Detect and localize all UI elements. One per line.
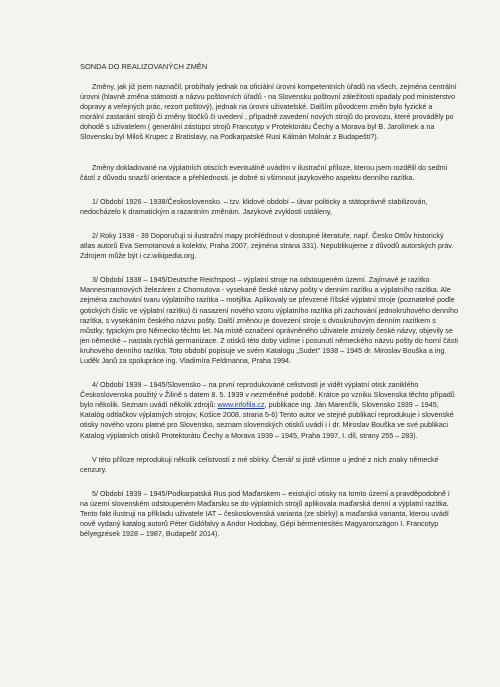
document-title: SONDA DO REALIZOVANÝCH ZMĚN [80, 62, 208, 71]
paragraph-intro: Změny, jak již jsem naznačil, probíhaly jednak na oficiální úrovni kompetentních úřadů na všech, zejména centrální úrovni (hlavně změna státnosti a názvu poštovních úřadů - na Slovensku poštovní záležitosti spadaly pod ministerstvo dopravy a veřejných prác, rezort poštový), jednak na úrovni uživatelské. Dalším původcem změn bylo fyzické a morální zastarání strojů či změny štočků či uvedení , případně zavedení nových strojů do provozu, které prováděly po dohodě s uživatelem ( generální zástupci strojů Francotyp v Protektorátu Čechy a Morava byl B. Jarolímek a na Slovensku byl Miloš Krupec z Bratislavy, na Podkarpatské Rusi Kálmán Molnár z Budapešti?). [80, 82, 457, 142]
paragraph-period-5: 5/ Období 1939 – 1945/Podkarpatská Rus pod Maďarskem – existující otisky na tomto území a pravděpodobně i na území slovenském odstoupeném Maďarsku se do výplatních strojů aplikovala maďarská denní a výplatní razítka. Tento fakt ilustruji na příkladu uživatele IAT – československá varianta (ze sbírky) a maďarská varianta, kterou uvádí nově vydaný katalog autorů Péter Gidófalvy a Andor Hodobay, Gépi bérmentesítés Magyarorszägon I. Francotyp bélyegzések 1928 – 1987, Budapešť 2014). [80, 488, 450, 539]
paragraph-period-3: 3/ Období 1938 – 1945/Deutsche Reichspost – výplatní stroje na odstoupeném území. Zajímavé je razítko Mannesmannových železáren z Chomutova - vysekané české názvy pošty v denním razítku a výplatního razítka. Ale zejména zachování tvaru výplatního razítka – motýlka. Aplikovaly se převzené říšské výplatní stroje (poznatelné podle gotických číslic ve výplatní razítku) či nasazení nového vzoru výplatního razítka při zachování jednokruhového denního razítka, s vysekáním českého názvu pošty. Další změnou je dovezení stroje s dvoukruhovým denním razítkem s můstky, typickým pro Německo těchto let. Na místě označení oprávněného uživatele zmizely české názvy, objevily se jen německé – nastala rychlá germanizace. Z otisků této doby vidíme i posunutí německého názvu pošty do horní části kruhového denního razítka. Toto období popisuje ve svém Katalogu „Sudet" 1938 – 1945 dr. Miroslav Bouška a ing. Luděk Janů za spolupráce ing. Vladimíra Feldmanna, Praha 1994. [80, 275, 458, 365]
paragraph-period-1: 1/ Období 1926 – 1938/Československo. – tzv. klidové období – útvar politicky a státoprávně stabilizován, nedocházelo k dramatickým a razantním změnám. Jazykové zvyklosti ustáleny, [80, 196, 428, 216]
paragraph-collection-note: V této příloze reprodukuji několik celistvostí z mé sbírky. Čtenář si jistě všimne u jedné z nich znaky německé cenzury. [80, 454, 439, 474]
paragraph-period-4-text-end: , publikace ing. Ján Marenčík, Slovensko 1939 – 1945, Katalóg odtlačkov výplatných strojov, Košice 2008, strana 5-6) Tento autor ve stejné publikaci reprodukuje i slovenské otisky nového vzoru platné pro Slovensko, seznam slovenských otisků uvádí i i dr. Miroslav Bouška ve své publikaci Katalog výplatních otisků Protektorátu Čechy a Morava 1939 – 1945, Praha 1997, I. díl, strany 255 – 283). [80, 400, 454, 440]
paragraph-overview: Změny dokladované na výplatních otiscích eventuálně uvádím v ilustrační příloze, kterou jsem rozdělil do sedmi částí z důvodu snazší orientace a přehlednosti. je dobré si všimnout jazykového aspektu denního razítka. [80, 162, 448, 182]
paragraph-period-4 [80, 380, 458, 441]
paragraph-period-4-text-start: 4/ Období 1939 – 1945/Slovensko – na první reprodukované celistvosti je vidět výplatní otisk zaniklého Československa použitý v Žilině s datem 8. 5. 1939 v nezměněné podobě. Krátce po vzniku Slovenska těchto případů bylo několik. Seznam uvádí několik zdrojů: [80, 380, 455, 410]
infofila-link[interactable]: www.infofila.cz [217, 400, 265, 410]
paragraph-period-2: 2/ Roky 1938 - 39 Doporučuji si ilustrační mapy prohlédnout v dostupné literatuře, např. Česko Ottův historický atlas autorů Eva Semotanová a kolektiv, Praha 2007, zejména strana 331). Nepublikujeme z důvodů autorských práv. Zdrojem může být i cz.wikipedia.org. [80, 230, 454, 261]
